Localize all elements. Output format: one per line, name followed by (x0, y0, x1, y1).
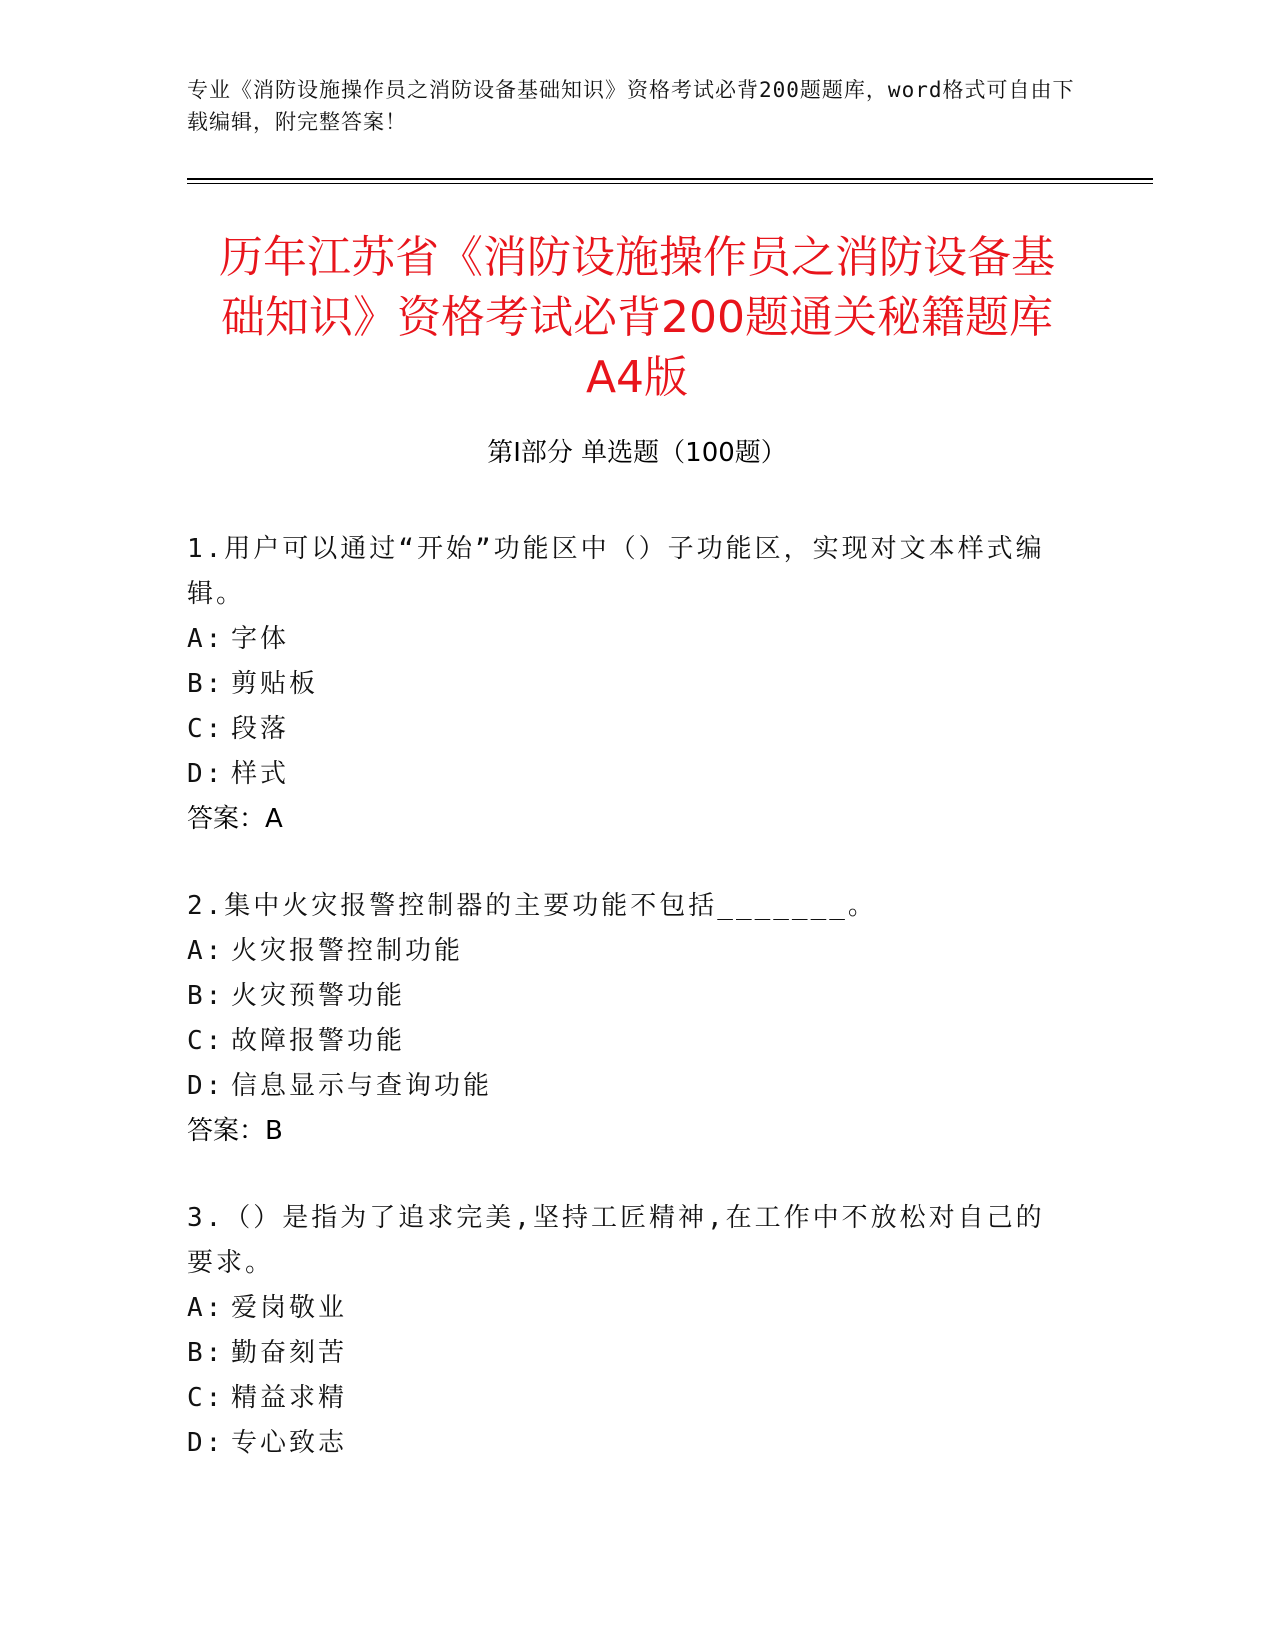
option-d (187, 1421, 1067, 1466)
option-a (187, 1286, 1067, 1331)
title-line-1: 历年江苏省《消防设施操作员之消防设备基 (219, 232, 1055, 283)
option-b (187, 662, 1067, 707)
option-text: 字体 (231, 624, 290, 654)
option-text: 剪贴板 (231, 669, 319, 699)
option-text: 样式 (231, 759, 290, 789)
title-line-2: 础知识》资格考试必背200题通关秘籍题库 (221, 292, 1053, 343)
answer-line: 答案：A (187, 804, 283, 834)
option-a (187, 617, 1067, 662)
option-text: 火灾报警控制功能 (231, 936, 464, 966)
option-d (187, 752, 1067, 797)
option-text: 爱岗敬业 (231, 1293, 348, 1323)
option-c (187, 1376, 1067, 1421)
header-rule-thin (187, 183, 1153, 184)
section-heading: 第I部分 单选题（100题） (487, 438, 787, 468)
option-a (187, 929, 1067, 974)
answer-line: 答案：B (187, 1116, 283, 1146)
option-text: 精益求精 (231, 1383, 348, 1413)
option-letter: D: (187, 1428, 225, 1458)
option-b (187, 974, 1067, 1019)
option-letter: A: (187, 936, 225, 966)
option-text: 专心致志 (231, 1428, 348, 1458)
option-letter: D: (187, 1071, 225, 1101)
option-b (187, 1331, 1067, 1376)
option-letter: A: (187, 1293, 225, 1323)
question-stem: 3.（）是指为了追求完美,坚持工匠精神,在工作中不放松对自己的要求。 (187, 1203, 1045, 1278)
header-rule-thick (187, 178, 1153, 180)
question-list (187, 527, 1067, 1508)
option-text: 段落 (231, 714, 290, 744)
question-item (187, 527, 1067, 842)
question-item (187, 884, 1067, 1154)
option-c (187, 707, 1067, 752)
document-title (187, 228, 1087, 408)
option-letter: C: (187, 714, 225, 744)
option-c (187, 1019, 1067, 1064)
option-letter: A: (187, 624, 225, 654)
option-letter: B: (187, 1338, 225, 1368)
option-letter: C: (187, 1383, 225, 1413)
header-note: 专业《消防设施操作员之消防设备基础知识》资格考试必背200题题库，word格式可自由下载编辑，附完整答案！ (187, 78, 1075, 134)
option-text: 故障报警功能 (231, 1026, 406, 1056)
option-letter: B: (187, 981, 225, 1011)
option-letter: D: (187, 759, 225, 789)
title-line-3: A4版 (585, 352, 689, 403)
option-d (187, 1064, 1067, 1109)
option-text: 信息显示与查询功能 (231, 1071, 493, 1101)
question-item (187, 1196, 1067, 1466)
option-letter: C: (187, 1026, 225, 1056)
question-stem: 1.用户可以通过“开始”功能区中（）子功能区，实现对文本样式编辑。 (187, 534, 1045, 609)
question-stem: 2.集中火灾报警控制器的主要功能不包括_______。 (187, 891, 877, 921)
option-text: 火灾预警功能 (231, 981, 406, 1011)
option-letter: B: (187, 669, 225, 699)
option-text: 勤奋刻苦 (231, 1338, 348, 1368)
